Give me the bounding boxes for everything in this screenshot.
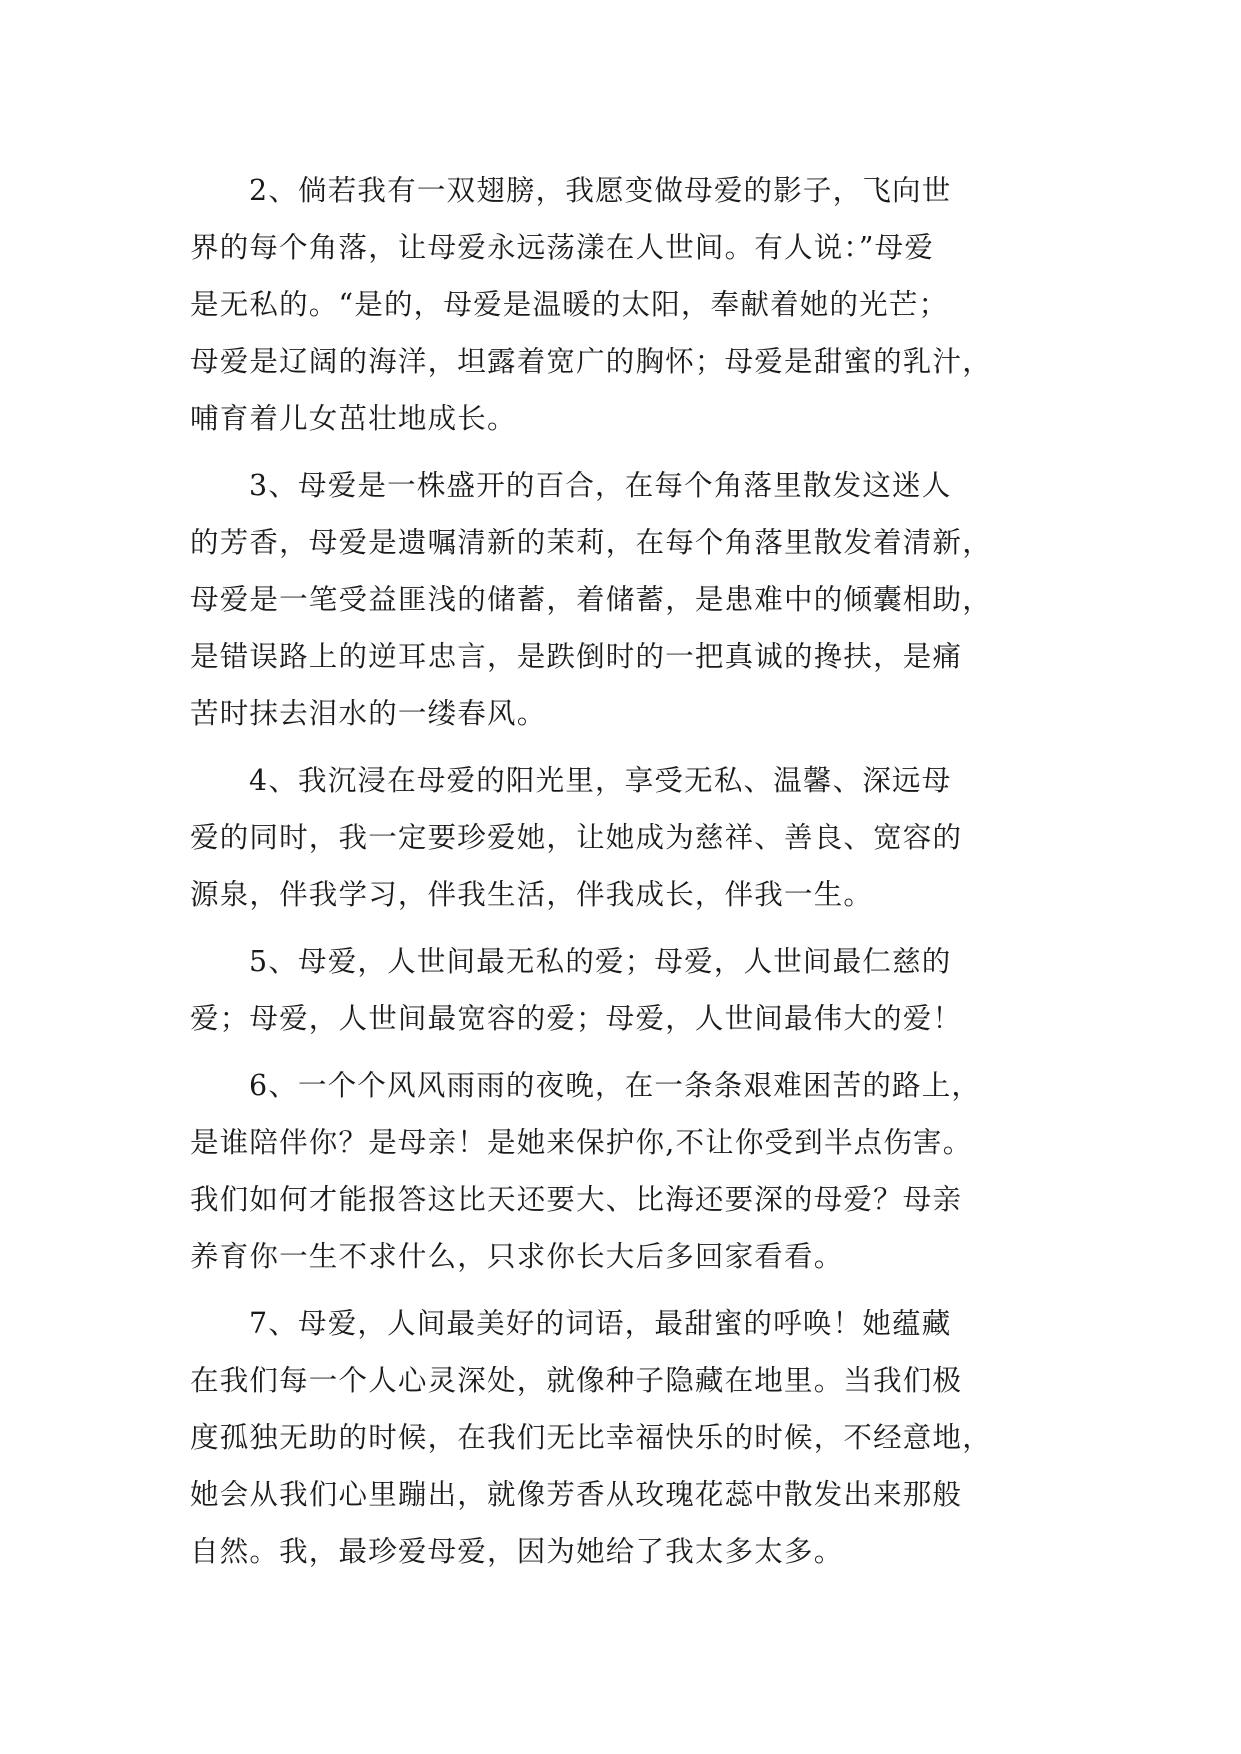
paragraph-line: 她会从我们心里蹦出，就像芳香从玫瑰花蕊中散发出来那般 — [190, 1478, 963, 1511]
paragraph-line: 在我们每一个人心灵深处，就像种子隐藏在地里。当我们极 — [190, 1364, 963, 1397]
paragraph-line: 母爱是辽阔的海洋，坦露着宽广的胸怀；母爱是甜蜜的乳汁， — [190, 345, 992, 378]
paragraph-line: 是无私的。“是的，母爱是温暖的太阳，奉献着她的光芒； — [190, 288, 949, 321]
paragraph-line: 4、我沉浸在母爱的阳光里，享受无私、温馨、深远母 — [249, 764, 952, 797]
paragraph-line: 爱的同时，我一定要珍爱她，让她成为慈祥、善良、宽容的 — [190, 821, 963, 854]
paragraph-line: 度孤独无助的时候，在我们无比幸福快乐的时候，不经意地， — [190, 1421, 992, 1454]
paragraph-line: 苦时抹去泪水的一缕春风。 — [190, 697, 547, 730]
paragraph-line: 自然。我，最珍爱母爱，因为她给了我太多太多。 — [190, 1535, 844, 1568]
paragraph-line: 养育你一生不求什么，只求你长大后多回家看看。 — [190, 1240, 844, 1273]
paragraph-line: 是错误路上的逆耳忠言，是跌倒时的一把真诚的搀扶，是痛 — [190, 640, 963, 673]
paragraph-line: 源泉，伴我学习，伴我生活，伴我成长，伴我一生。 — [190, 878, 874, 911]
paragraph-line: 3、母爱是一株盛开的百合，在每个角落里散发这迷人 — [249, 469, 952, 502]
paragraph-line: 母爱是一笔受益匪浅的储蓄，着储蓄，是患难中的倾囊相助， — [190, 583, 992, 616]
paragraph-line: 7、母爱，人间最美好的词语，最甜蜜的呼唤！她蕴藏 — [249, 1307, 952, 1340]
paragraph-line: 我们如何才能报答这比天还要大、比海还要深的母爱？母亲 — [190, 1183, 963, 1216]
paragraph-5 — [190, 933, 1070, 1047]
paragraph-7 — [190, 1295, 1070, 1580]
paragraph-line: 的芳香，母爱是遗嘱清新的茉莉，在每个角落里散发着清新， — [190, 526, 992, 559]
paragraph-2 — [190, 162, 1070, 447]
document-body — [190, 162, 1070, 1590]
paragraph-line: 2、倘若我有一双翅膀，我愿变做母爱的影子，飞向世 — [249, 174, 952, 207]
paragraph-4 — [190, 752, 1070, 923]
paragraph-line: 5、母爱，人世间最无私的爱；母爱，人世间最仁慈的 — [249, 945, 952, 978]
paragraph-line: 界的每个角落，让母爱永远荡漾在人世间。有人说：”母爱 — [190, 231, 935, 264]
paragraph-3 — [190, 457, 1070, 742]
paragraph-line: 是谁陪伴你？是母亲！是她来保护你,不让你受到半点伤害。 — [190, 1126, 973, 1159]
paragraph-line: 6、一个个风风雨雨的夜晚，在一条条艰难困苦的路上， — [249, 1069, 982, 1102]
paragraph-line: 爱；母爱，人世间最宽容的爱；母爱，人世间最伟大的爱！ — [190, 1002, 963, 1035]
paragraph-line: 哺育着儿女茁壮地成长。 — [190, 402, 517, 435]
paragraph-6 — [190, 1057, 1070, 1285]
